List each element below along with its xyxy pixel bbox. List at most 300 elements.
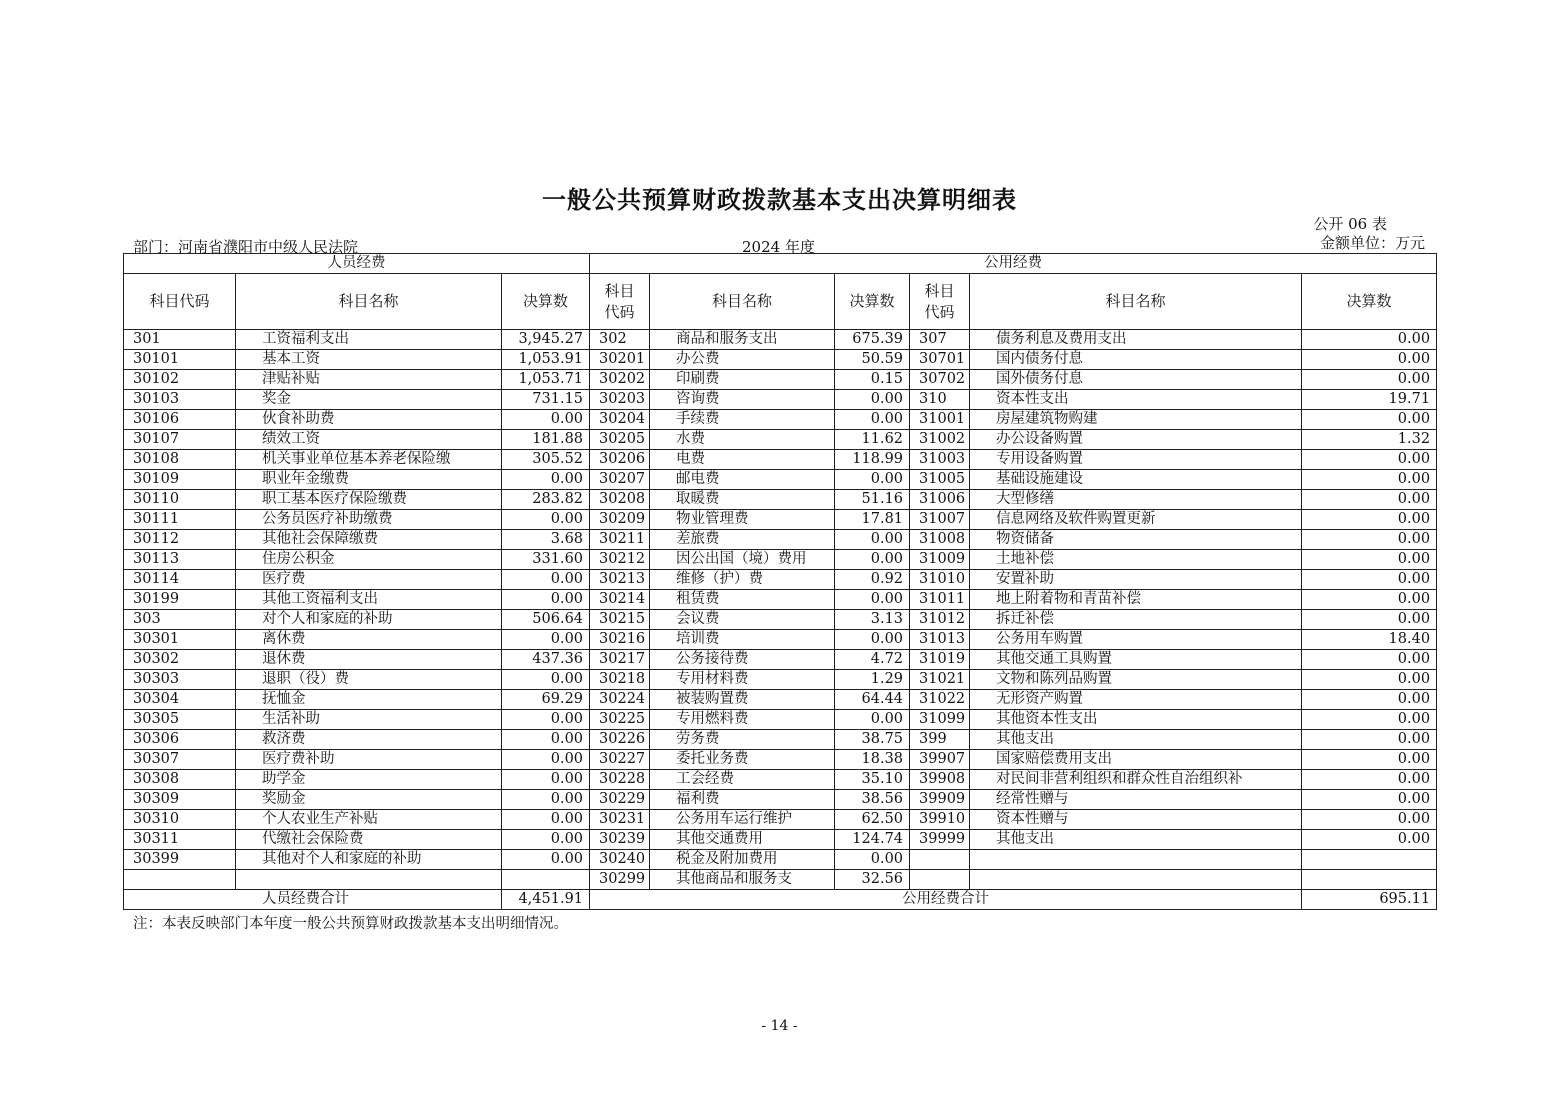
public-name-cell: 委托业务费	[650, 750, 835, 770]
public-amount-2-cell: 0.00	[1302, 810, 1437, 830]
personnel-amount-cell: 283.82	[502, 490, 590, 510]
public-amount-cell: 62.50	[835, 810, 910, 830]
public-code-2-cell: 31021	[910, 670, 970, 690]
header-code-stacked	[590, 274, 650, 330]
public-code-2-cell: 310	[910, 390, 970, 410]
public-code-2-cell: 39909	[910, 790, 970, 810]
public-name-2-cell: 基础设施建设	[970, 470, 1302, 490]
public-amount-2-cell: 0.00	[1302, 690, 1437, 710]
public-name-2-cell: 对民间非营利组织和群众性自治组织补	[970, 770, 1302, 790]
public-amount-2-cell: 19.71	[1302, 390, 1437, 410]
public-code-cell: 30211	[590, 530, 650, 550]
public-code-cell: 30209	[590, 510, 650, 530]
personnel-code-cell: 30306	[124, 730, 236, 750]
public-name-2-cell: 拆迁补偿	[970, 610, 1302, 630]
public-amount-2-cell: 0.00	[1302, 350, 1437, 370]
personnel-code-cell: 30307	[124, 750, 236, 770]
public-name-cell: 办公费	[650, 350, 835, 370]
public-name-2-cell: 资本性赠与	[970, 810, 1302, 830]
personnel-name-cell: 救济费	[236, 730, 502, 750]
public-amount-cell: 32.56	[835, 870, 910, 890]
public-code-cell: 30207	[590, 470, 650, 490]
public-code-2-cell: 31012	[910, 610, 970, 630]
public-code-cell: 30240	[590, 850, 650, 870]
personnel-name-cell: 退职（役）费	[236, 670, 502, 690]
department-label: 部门：河南省濮阳市中级人民法院	[133, 238, 359, 256]
public-name-2-cell: 公务用车购置	[970, 630, 1302, 650]
public-name-2-cell	[970, 850, 1302, 870]
public-name-cell: 电费	[650, 450, 835, 470]
public-code-2-cell: 39908	[910, 770, 970, 790]
public-code-2-cell: 307	[910, 330, 970, 350]
public-name-cell: 培训费	[650, 630, 835, 650]
public-code-2-cell: 31005	[910, 470, 970, 490]
personnel-name-cell: 对个人和家庭的补助	[236, 610, 502, 630]
public-name-cell: 维修（护）费	[650, 570, 835, 590]
personnel-name-cell: 奖金	[236, 390, 502, 410]
table-row	[124, 810, 1437, 830]
personnel-amount-cell: 0.00	[502, 670, 590, 690]
header-code-line2: 代码	[924, 302, 955, 321]
public-name-2-cell: 地上附着物和青苗补偿	[970, 590, 1302, 610]
personnel-name-cell: 其他对个人和家庭的补助	[236, 850, 502, 870]
personnel-code-cell: 30302	[124, 650, 236, 670]
personnel-code-cell: 30114	[124, 570, 236, 590]
table-row	[124, 630, 1437, 650]
personnel-name-cell: 个人农业生产补贴	[236, 810, 502, 830]
personnel-name-cell: 津贴补贴	[236, 370, 502, 390]
personnel-code-cell: 30113	[124, 550, 236, 570]
public-name-cell: 咨询费	[650, 390, 835, 410]
fiscal-year: 2024 年度	[742, 238, 815, 256]
public-name-cell: 工会经费	[650, 770, 835, 790]
table-row	[124, 690, 1437, 710]
personnel-amount-cell	[502, 870, 590, 890]
personnel-amount-cell: 69.29	[502, 690, 590, 710]
public-amount-2-cell: 0.00	[1302, 650, 1437, 670]
public-name-cell: 劳务费	[650, 730, 835, 750]
public-name-cell: 其他交通费用	[650, 830, 835, 850]
public-name-2-cell: 物资储备	[970, 530, 1302, 550]
public-name-2-cell: 国内债务付息	[970, 350, 1302, 370]
public-name-2-cell: 大型修缮	[970, 490, 1302, 510]
section-public: 公用经费	[590, 254, 1437, 274]
form-number: 公开 06 表	[1313, 215, 1387, 233]
table-row	[124, 350, 1437, 370]
column-header-row	[124, 274, 1437, 330]
personnel-code-cell: 30399	[124, 850, 236, 870]
personnel-name-cell: 职工基本医疗保险缴费	[236, 490, 502, 510]
public-name-cell: 手续费	[650, 410, 835, 430]
public-amount-cell: 50.59	[835, 350, 910, 370]
personnel-name-cell: 绩效工资	[236, 430, 502, 450]
public-code-cell: 30229	[590, 790, 650, 810]
amount-unit: 金额单位：万元	[1319, 234, 1425, 252]
public-code-2-cell: 31009	[910, 550, 970, 570]
personnel-amount-cell: 0.00	[502, 590, 590, 610]
public-code-cell: 30204	[590, 410, 650, 430]
public-amount-2-cell: 0.00	[1302, 670, 1437, 690]
personnel-name-cell: 其他社会保障缴费	[236, 530, 502, 550]
public-code-cell: 30218	[590, 670, 650, 690]
public-code-2-cell: 31010	[910, 570, 970, 590]
header-code-line1: 科目	[604, 281, 635, 300]
public-amount-cell: 0.00	[835, 630, 910, 650]
public-name-2-cell: 国家赔偿费用支出	[970, 750, 1302, 770]
public-code-cell: 30224	[590, 690, 650, 710]
personnel-total-value: 4,451.91	[502, 890, 590, 910]
public-amount-2-cell: 0.00	[1302, 470, 1437, 490]
personnel-amount-cell: 0.00	[502, 570, 590, 590]
personnel-code-cell: 30102	[124, 370, 236, 390]
personnel-name-cell: 代缴社会保险费	[236, 830, 502, 850]
personnel-amount-cell: 0.00	[502, 470, 590, 490]
public-name-cell: 邮电费	[650, 470, 835, 490]
public-code-2-cell: 31013	[910, 630, 970, 650]
public-code-cell: 30202	[590, 370, 650, 390]
public-amount-2-cell: 0.00	[1302, 450, 1437, 470]
personnel-amount-cell: 0.00	[502, 730, 590, 750]
public-amount-2-cell: 1.32	[1302, 430, 1437, 450]
personnel-name-cell: 住房公积金	[236, 550, 502, 570]
table-row	[124, 470, 1437, 490]
public-name-2-cell: 债务利息及费用支出	[970, 330, 1302, 350]
table-row	[124, 650, 1437, 670]
page-number: - 14 -	[761, 1018, 798, 1034]
public-total-value: 695.11	[1302, 890, 1437, 910]
public-name-cell: 被装购置费	[650, 690, 835, 710]
public-code-cell: 30217	[590, 650, 650, 670]
public-amount-2-cell: 0.00	[1302, 730, 1437, 750]
table-row	[124, 770, 1437, 790]
public-amount-2-cell: 0.00	[1302, 610, 1437, 630]
public-code-cell: 30225	[590, 710, 650, 730]
public-name-cell: 公务用车运行维护	[650, 810, 835, 830]
table-row	[124, 610, 1437, 630]
public-name-cell: 水费	[650, 430, 835, 450]
table-row	[124, 410, 1437, 430]
personnel-code-cell: 30112	[124, 530, 236, 550]
public-amount-2-cell: 0.00	[1302, 530, 1437, 550]
public-name-cell: 专用材料费	[650, 670, 835, 690]
personnel-amount-cell: 1,053.91	[502, 350, 590, 370]
personnel-code-cell: 30310	[124, 810, 236, 830]
public-name-cell: 福利费	[650, 790, 835, 810]
public-amount-cell: 0.92	[835, 570, 910, 590]
personnel-name-cell	[236, 870, 502, 890]
personnel-code-cell: 30103	[124, 390, 236, 410]
personnel-code-cell: 30311	[124, 830, 236, 850]
personnel-name-cell: 工资福利支出	[236, 330, 502, 350]
table-row	[124, 390, 1437, 410]
public-amount-cell: 0.00	[835, 390, 910, 410]
public-name-2-cell: 安置补助	[970, 570, 1302, 590]
public-name-2-cell: 办公设备购置	[970, 430, 1302, 450]
public-amount-2-cell	[1302, 870, 1437, 890]
public-name-2-cell: 信息网络及软件购置更新	[970, 510, 1302, 530]
personnel-code-cell: 30199	[124, 590, 236, 610]
table-row	[124, 590, 1437, 610]
public-code-2-cell	[910, 870, 970, 890]
personnel-amount-cell: 0.00	[502, 850, 590, 870]
public-code-cell: 30231	[590, 810, 650, 830]
header-code: 科目代码	[124, 274, 236, 330]
header-amount: 决算数	[502, 274, 590, 330]
personnel-amount-cell: 0.00	[502, 630, 590, 650]
public-code-cell: 30205	[590, 430, 650, 450]
personnel-name-cell: 机关事业单位基本养老保险缴	[236, 450, 502, 470]
public-amount-cell: 0.00	[835, 530, 910, 550]
public-name-cell: 税金及附加费用	[650, 850, 835, 870]
public-name-cell: 因公出国（境）费用	[650, 550, 835, 570]
public-name-cell: 其他商品和服务支	[650, 870, 835, 890]
public-name-cell: 租赁费	[650, 590, 835, 610]
table-row	[124, 550, 1437, 570]
public-name-2-cell: 房屋建筑物购建	[970, 410, 1302, 430]
personnel-code-cell: 30110	[124, 490, 236, 510]
public-amount-cell: 17.81	[835, 510, 910, 530]
personnel-code-cell: 303	[124, 610, 236, 630]
personnel-code-cell: 30305	[124, 710, 236, 730]
personnel-code-cell: 30301	[124, 630, 236, 650]
table-row	[124, 870, 1437, 890]
table-row	[124, 830, 1437, 850]
public-amount-2-cell: 0.00	[1302, 410, 1437, 430]
public-name-cell: 商品和服务支出	[650, 330, 835, 350]
public-amount-cell: 64.44	[835, 690, 910, 710]
public-code-2-cell: 31001	[910, 410, 970, 430]
personnel-amount-cell: 506.64	[502, 610, 590, 630]
public-name-cell: 会议费	[650, 610, 835, 630]
public-amount-2-cell: 0.00	[1302, 570, 1437, 590]
public-amount-cell: 118.99	[835, 450, 910, 470]
personnel-name-cell: 公务员医疗补助缴费	[236, 510, 502, 530]
personnel-amount-cell: 731.15	[502, 390, 590, 410]
public-name-cell: 印刷费	[650, 370, 835, 390]
personnel-amount-cell: 331.60	[502, 550, 590, 570]
personnel-code-cell: 30304	[124, 690, 236, 710]
header-amount: 决算数	[1302, 274, 1437, 330]
section-personnel: 人员经费	[124, 254, 590, 274]
personnel-amount-cell: 0.00	[502, 770, 590, 790]
public-amount-cell: 0.00	[835, 470, 910, 490]
personnel-amount-cell: 0.00	[502, 830, 590, 850]
public-code-2-cell: 39999	[910, 830, 970, 850]
personnel-name-cell: 助学金	[236, 770, 502, 790]
public-amount-cell: 0.15	[835, 370, 910, 390]
table-row	[124, 530, 1437, 550]
personnel-name-cell: 抚恤金	[236, 690, 502, 710]
public-amount-2-cell: 0.00	[1302, 750, 1437, 770]
public-code-cell: 30216	[590, 630, 650, 650]
public-amount-2-cell: 0.00	[1302, 710, 1437, 730]
personnel-name-cell: 离休费	[236, 630, 502, 650]
personnel-name-cell: 医疗费补助	[236, 750, 502, 770]
public-name-cell: 物业管理费	[650, 510, 835, 530]
personnel-total-label: 人员经费合计	[124, 890, 502, 910]
table-row	[124, 790, 1437, 810]
public-code-cell: 30239	[590, 830, 650, 850]
public-code-cell: 30206	[590, 450, 650, 470]
public-amount-cell: 1.29	[835, 670, 910, 690]
public-amount-cell: 38.75	[835, 730, 910, 750]
public-code-2-cell: 31019	[910, 650, 970, 670]
expenditure-table	[123, 253, 1437, 910]
public-code-2-cell: 31003	[910, 450, 970, 470]
public-amount-2-cell: 0.00	[1302, 590, 1437, 610]
public-code-cell: 30299	[590, 870, 650, 890]
public-name-2-cell: 土地补偿	[970, 550, 1302, 570]
table-row	[124, 330, 1437, 350]
public-code-cell: 30208	[590, 490, 650, 510]
header-code-line1: 科目	[924, 281, 955, 300]
personnel-amount-cell: 1,053.71	[502, 370, 590, 390]
personnel-amount-cell: 3.68	[502, 530, 590, 550]
header-code-line2: 代码	[604, 302, 635, 321]
public-code-2-cell: 30702	[910, 370, 970, 390]
table-row	[124, 370, 1437, 390]
public-amount-2-cell: 0.00	[1302, 770, 1437, 790]
public-amount-2-cell: 0.00	[1302, 830, 1437, 850]
public-code-2-cell: 39907	[910, 750, 970, 770]
personnel-name-cell: 职业年金缴费	[236, 470, 502, 490]
public-amount-cell: 11.62	[835, 430, 910, 450]
public-amount-2-cell: 0.00	[1302, 370, 1437, 390]
personnel-amount-cell: 181.88	[502, 430, 590, 450]
table-row	[124, 750, 1437, 770]
table-row	[124, 430, 1437, 450]
table-row	[124, 730, 1437, 750]
public-code-cell: 30212	[590, 550, 650, 570]
public-code-cell: 30227	[590, 750, 650, 770]
public-code-cell: 30214	[590, 590, 650, 610]
public-amount-cell: 51.16	[835, 490, 910, 510]
personnel-amount-cell: 0.00	[502, 710, 590, 730]
public-name-cell: 取暖费	[650, 490, 835, 510]
table-row	[124, 510, 1437, 530]
public-code-2-cell: 31011	[910, 590, 970, 610]
public-name-cell: 差旅费	[650, 530, 835, 550]
personnel-amount-cell: 0.00	[502, 410, 590, 430]
public-amount-2-cell: 0.00	[1302, 790, 1437, 810]
table-row	[124, 450, 1437, 470]
personnel-amount-cell: 0.00	[502, 510, 590, 530]
table-row	[124, 670, 1437, 690]
public-code-2-cell: 31007	[910, 510, 970, 530]
personnel-code-cell: 30108	[124, 450, 236, 470]
public-name-cell: 专用燃料费	[650, 710, 835, 730]
public-code-cell: 30215	[590, 610, 650, 630]
public-code-cell: 30203	[590, 390, 650, 410]
public-amount-2-cell	[1302, 850, 1437, 870]
public-name-cell: 公务接待费	[650, 650, 835, 670]
personnel-code-cell: 301	[124, 330, 236, 350]
personnel-code-cell: 30101	[124, 350, 236, 370]
public-name-2-cell: 其他交通工具购置	[970, 650, 1302, 670]
personnel-code-cell: 30109	[124, 470, 236, 490]
table-note: 注：本表反映部门本年度一般公共预算财政拨款基本支出明细情况。	[133, 916, 568, 932]
public-amount-2-cell: 0.00	[1302, 550, 1437, 570]
public-amount-cell: 675.39	[835, 330, 910, 350]
public-code-2-cell: 399	[910, 730, 970, 750]
public-amount-2-cell: 0.00	[1302, 490, 1437, 510]
public-code-cell: 30228	[590, 770, 650, 790]
public-name-2-cell: 文物和陈列品购置	[970, 670, 1302, 690]
table-row	[124, 710, 1437, 730]
personnel-amount-cell: 0.00	[502, 750, 590, 770]
public-name-2-cell: 其他支出	[970, 730, 1302, 750]
table-row	[124, 850, 1437, 870]
public-code-2-cell: 31099	[910, 710, 970, 730]
table-row	[124, 570, 1437, 590]
totals-row	[124, 890, 1437, 910]
personnel-amount-cell: 0.00	[502, 810, 590, 830]
public-amount-cell: 0.00	[835, 410, 910, 430]
personnel-code-cell: 30111	[124, 510, 236, 530]
public-name-2-cell: 资本性支出	[970, 390, 1302, 410]
public-amount-cell: 18.38	[835, 750, 910, 770]
public-code-cell: 30213	[590, 570, 650, 590]
public-code-2-cell: 31002	[910, 430, 970, 450]
personnel-name-cell: 其他工资福利支出	[236, 590, 502, 610]
personnel-amount-cell: 437.36	[502, 650, 590, 670]
public-amount-cell: 0.00	[835, 590, 910, 610]
public-name-2-cell: 无形资产购置	[970, 690, 1302, 710]
public-code-cell: 302	[590, 330, 650, 350]
header-amount: 决算数	[835, 274, 910, 330]
public-code-2-cell: 39910	[910, 810, 970, 830]
public-name-2-cell	[970, 870, 1302, 890]
header-name: 科目名称	[236, 274, 502, 330]
personnel-amount-cell: 305.52	[502, 450, 590, 470]
public-code-2-cell: 31008	[910, 530, 970, 550]
personnel-name-cell: 生活补助	[236, 710, 502, 730]
public-code-cell: 30226	[590, 730, 650, 750]
section-header-row	[124, 254, 1437, 274]
personnel-name-cell: 奖励金	[236, 790, 502, 810]
public-amount-cell: 124.74	[835, 830, 910, 850]
public-amount-cell: 0.00	[835, 850, 910, 870]
personnel-name-cell: 基本工资	[236, 350, 502, 370]
public-amount-2-cell: 0.00	[1302, 330, 1437, 350]
page-title: 一般公共预算财政拨款基本支出决算明细表	[542, 186, 1017, 214]
personnel-name-cell: 伙食补助费	[236, 410, 502, 430]
public-total-label: 公用经费合计	[590, 890, 1302, 910]
header-name: 科目名称	[650, 274, 835, 330]
public-code-2-cell: 30701	[910, 350, 970, 370]
public-name-2-cell: 专用设备购置	[970, 450, 1302, 470]
header-code-stacked	[910, 274, 970, 330]
personnel-amount-cell: 3,945.27	[502, 330, 590, 350]
public-amount-cell: 3.13	[835, 610, 910, 630]
public-code-2-cell: 31022	[910, 690, 970, 710]
personnel-code-cell: 30309	[124, 790, 236, 810]
public-amount-cell: 0.00	[835, 710, 910, 730]
personnel-code-cell: 30308	[124, 770, 236, 790]
public-name-2-cell: 国外债务付息	[970, 370, 1302, 390]
personnel-code-cell: 30107	[124, 430, 236, 450]
personnel-name-cell: 退休费	[236, 650, 502, 670]
public-amount-cell: 35.10	[835, 770, 910, 790]
header-name: 科目名称	[970, 274, 1302, 330]
public-amount-cell: 4.72	[835, 650, 910, 670]
personnel-code-cell	[124, 870, 236, 890]
personnel-name-cell: 医疗费	[236, 570, 502, 590]
personnel-amount-cell: 0.00	[502, 790, 590, 810]
public-code-cell: 30201	[590, 350, 650, 370]
public-name-2-cell: 其他支出	[970, 830, 1302, 850]
personnel-code-cell: 30106	[124, 410, 236, 430]
